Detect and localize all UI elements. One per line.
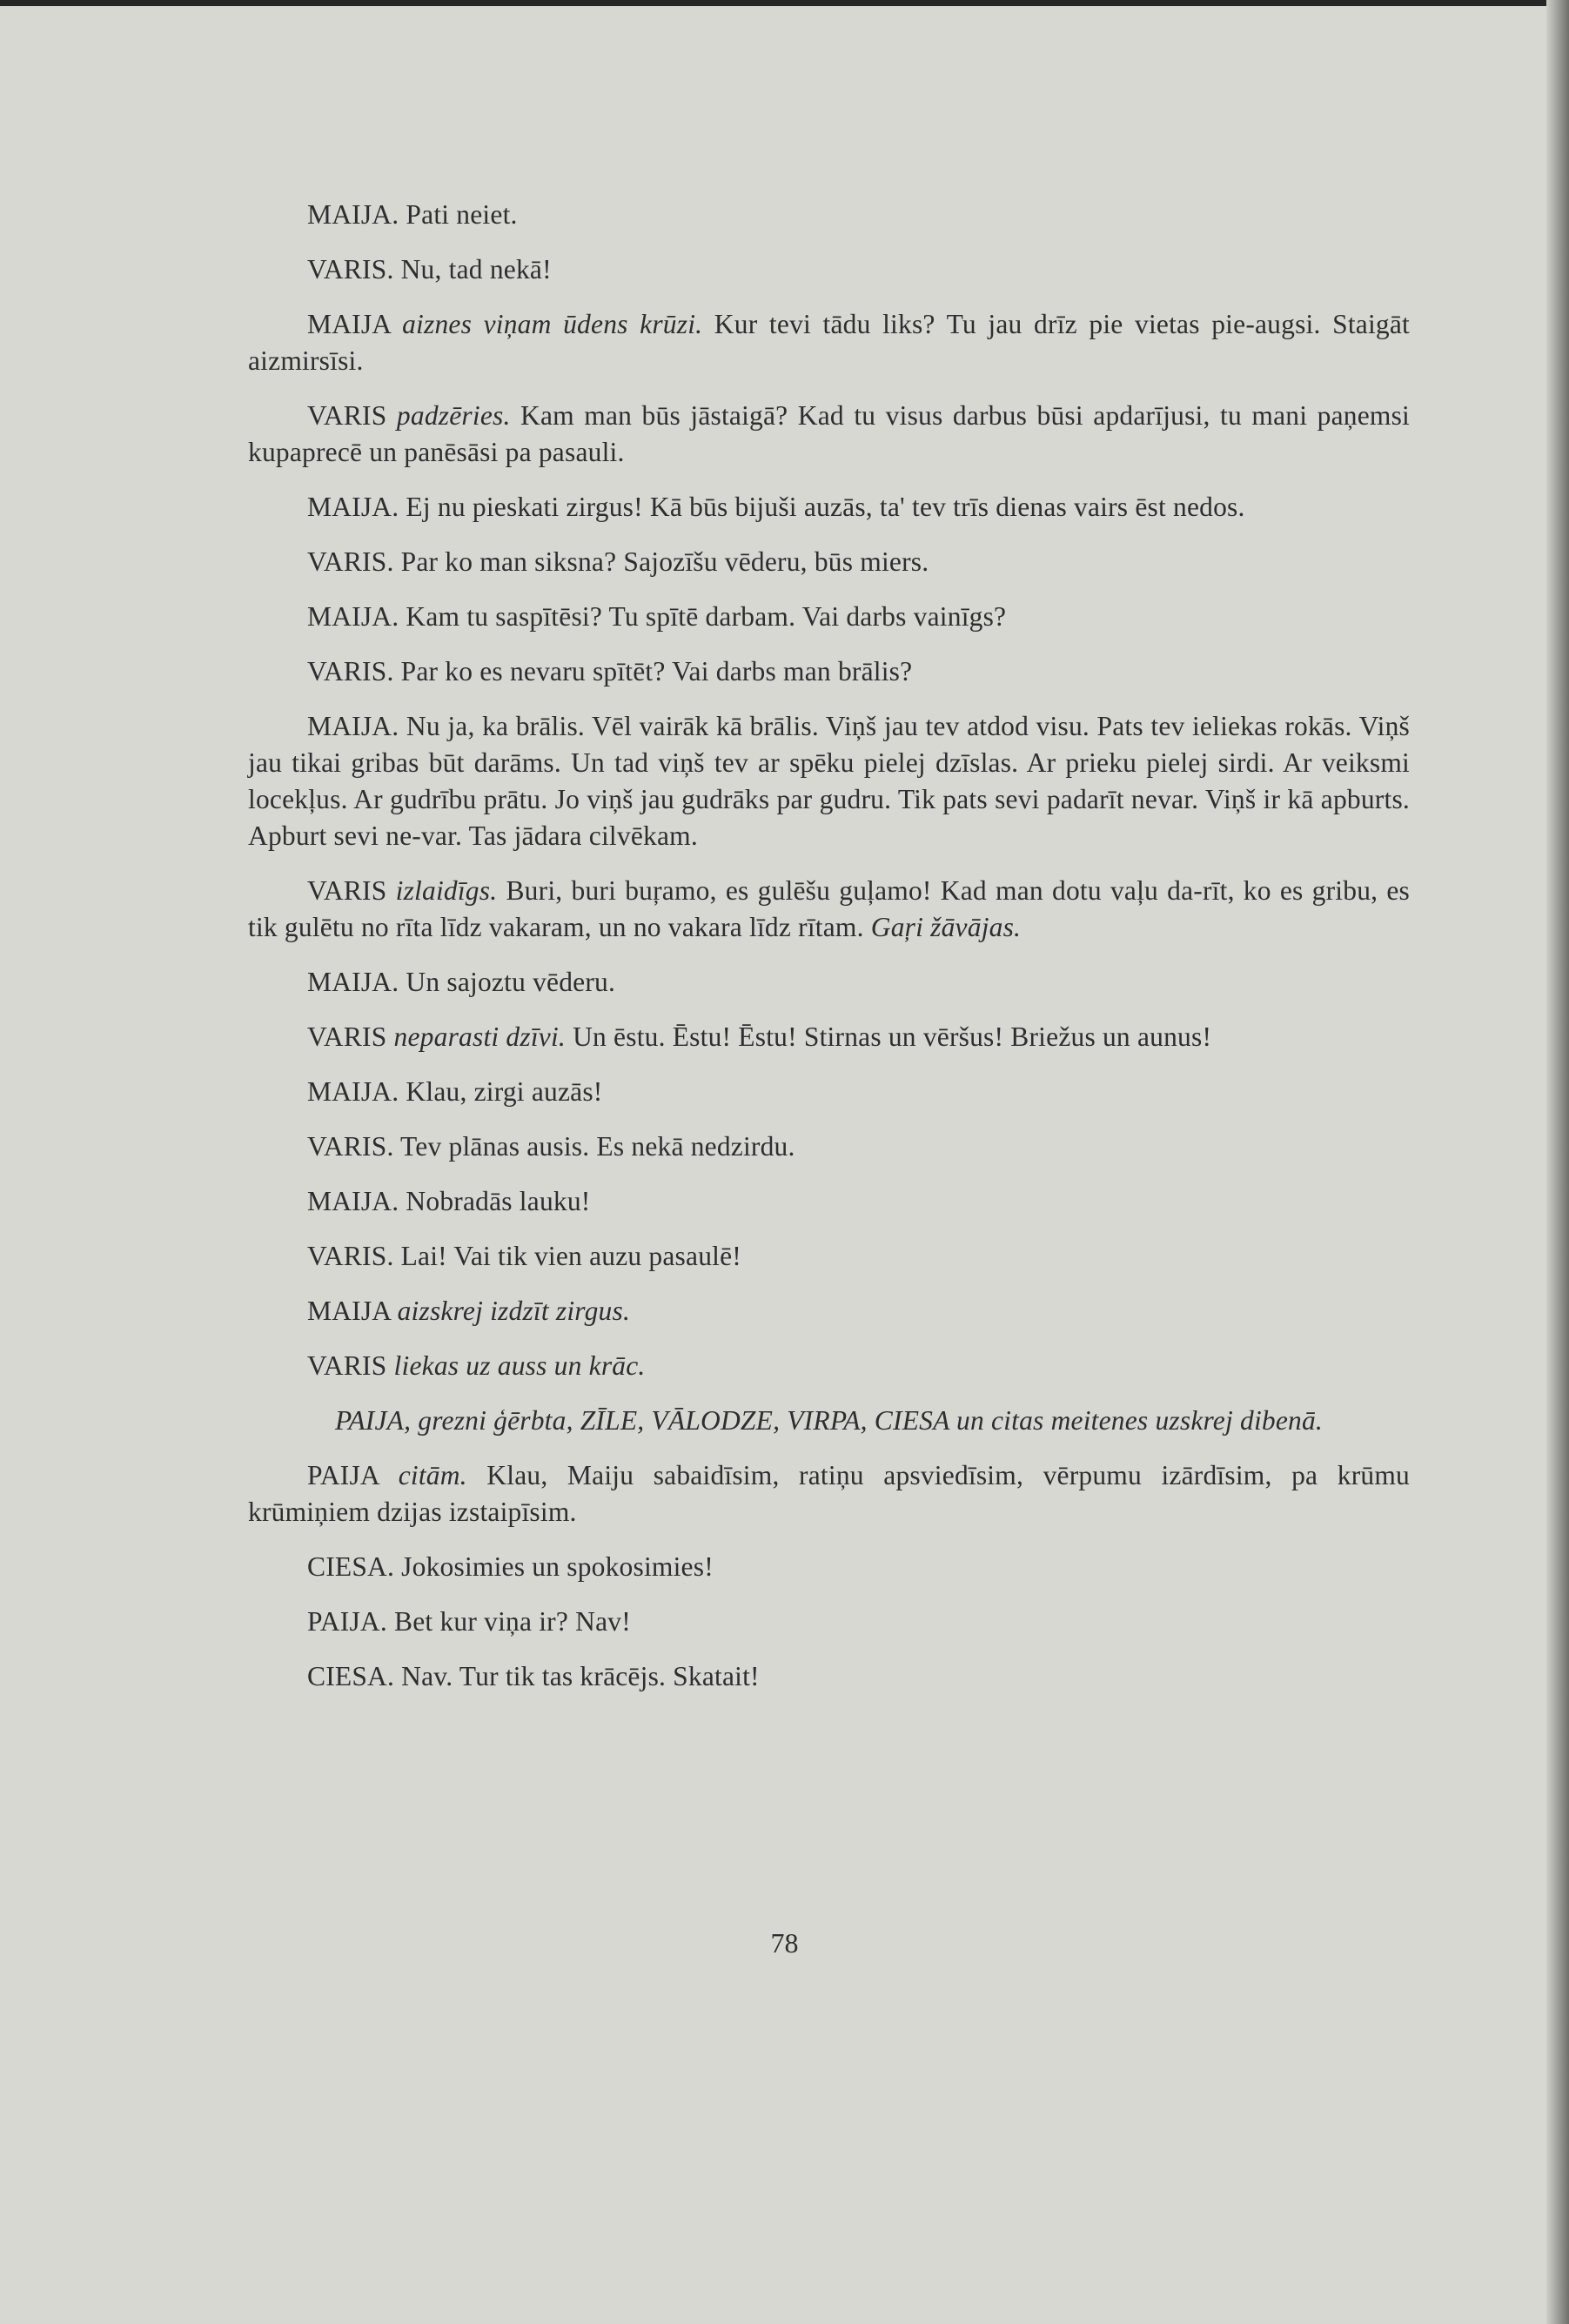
speaker: VARIS — [307, 1350, 387, 1381]
speaker: MAIJA. — [307, 1076, 399, 1107]
speaker: CIESA. — [307, 1661, 395, 1691]
line-text: Lai! Vai tik vien auzu pasaulē! — [400, 1241, 741, 1271]
speaker: PAIJA. — [307, 1606, 387, 1637]
dialogue-line — [248, 1293, 1410, 1329]
speaker: MAIJA. — [307, 711, 399, 741]
stage-direction-inline: padzēries. — [396, 400, 511, 431]
scan-page-edge — [1546, 0, 1569, 2324]
speaker: CIESA. — [307, 1551, 395, 1582]
dialogue-line — [248, 398, 1410, 471]
dialogue-line — [248, 544, 1410, 580]
speaker: VARIS. — [307, 656, 394, 686]
speaker: VARIS. — [307, 1131, 394, 1162]
speaker: MAIJA — [307, 309, 391, 339]
speaker: VARIS — [307, 400, 387, 431]
line-text: Buri, buri buŗamo, es gulēšu guļamo! Kad man dotu vaļu da-rīt, ko es gribu, es tik gulētu no rīta līdz vakaram, un no vakara līdz rītam. — [248, 875, 1411, 942]
stage-direction-inline: citām. — [398, 1460, 467, 1490]
speaker: MAIJA. — [307, 601, 399, 632]
stage-direction-inline: liekas uz auss un krāc. — [393, 1350, 646, 1381]
line-text: Pati neiet. — [406, 199, 518, 230]
dialogue-line — [248, 1457, 1410, 1530]
page-number: 78 — [770, 1927, 799, 1959]
dialogue-line — [248, 873, 1410, 946]
line-text: Par ko es nevaru spītēt? Vai darbs man brālis? — [400, 656, 913, 686]
dialogue-line — [248, 1658, 1410, 1695]
stage-direction-inline: izlaidīgs. — [395, 875, 498, 906]
dialogue-line — [248, 708, 1410, 854]
dialogue-line — [248, 599, 1410, 635]
line-text: Un ēstu. Ēstu! Ēstu! Stirnas un vēršus! Briežus un aunus! — [573, 1021, 1212, 1052]
speaker: MAIJA. — [307, 492, 399, 522]
dialogue-line — [248, 489, 1410, 526]
dialogue-line — [248, 1129, 1410, 1165]
speaker: MAIJA — [307, 1296, 391, 1326]
dialogue-line — [248, 251, 1410, 288]
speaker: VARIS. — [307, 546, 394, 577]
speaker: PAIJA — [307, 1460, 379, 1490]
line-text: Kur tevi tādu liks? Tu jau drīz pie vietas pie-augsi. Staigāt aizmirsīsi. — [248, 309, 1411, 376]
line-text: Nobradās lauku! — [406, 1186, 591, 1216]
dialogue-line — [248, 1549, 1410, 1585]
stage-direction: PAIJA, grezni ģērbta, ZĪLE, VĀLODZE, VIRPA, CIESA un citas meitenes uzskrej dibenā. — [334, 1405, 1324, 1436]
stage-direction-inline: aiznes viņam ūdens krūzi. — [402, 309, 703, 339]
dialogue-line — [248, 1238, 1410, 1275]
speaker: VARIS. — [307, 1241, 394, 1271]
line-text: Bet kur viņa ir? Nav! — [394, 1606, 631, 1637]
dialogue-line — [248, 1348, 1410, 1384]
line-text: Par ko man siksna? Sajozīšu vēderu, būs miers. — [400, 546, 929, 577]
dialogue-line — [248, 1074, 1410, 1110]
line-text: Un sajoztu vēderu. — [406, 967, 616, 997]
speaker: VARIS. — [307, 254, 394, 285]
line-text: Nav. Tur tik tas krācējs. Skatait! — [401, 1661, 760, 1691]
speaker: VARIS — [307, 1021, 387, 1052]
dialogue-line — [248, 964, 1410, 1001]
speaker: MAIJA. — [307, 967, 399, 997]
line-text: Klau, zirgi auzās! — [406, 1076, 603, 1107]
speaker: MAIJA. — [307, 199, 399, 230]
line-text: Ej nu pieskati zirgus! Kā būs bijuši auzās, ta' tev trīs dienas vairs ēst nedos. — [406, 492, 1245, 522]
stage-direction-inline: aizskrej izdzīt zirgus. — [397, 1296, 631, 1326]
dialogue-line — [248, 1019, 1410, 1055]
speaker: VARIS — [307, 875, 387, 906]
dialogue-line — [248, 653, 1410, 690]
play-text — [248, 197, 1410, 1713]
stage-direction-inline: Gaŗi žāvājas. — [870, 912, 1022, 942]
dialogue-line — [248, 197, 1410, 233]
line-text: Kam man būs jāstaigā? Kad tu visus darbus būsi apdarījusi, tu mani paņemsi kupaprecē un panēsāsi pa pasauli. — [248, 400, 1410, 467]
line-text: Kam tu saspītēsi? Tu spītē darbam. Vai darbs vainīgs? — [406, 601, 1007, 632]
scan-top-edge — [0, 0, 1558, 6]
line-text: Nu, tad nekā! — [400, 254, 552, 285]
speaker: MAIJA. — [307, 1186, 399, 1216]
line-text: Klau, Maiju sabaidīsim, ratiņu apsviedīsim, vērpumu izārdīsim, pa krūmu krūmiņiem dzijas izstaipīsim. — [248, 1460, 1411, 1527]
dialogue-line — [248, 1604, 1410, 1640]
line-text: Nu ja, ka brālis. Vēl vairāk kā brālis. Viņš jau tev atdod visu. Pats tev ieliekas rokās. Viņš jau tikai gribas būt darāms. Un tad viņš tev ar spēku pielej dzīslas. Ar prieku pielej sirdi. Ar veiksmi locekļus. Ar gudrību prātu. Jo viņš jau gudrāks par gudru. Tik pats sevi padarīt nevar. Viņš ir kā apburts. Apburt sevi ne-var. Tas jādara cilvēkam. — [248, 711, 1411, 851]
line-text: Tev plānas ausis. Es nekā nedzirdu. — [400, 1131, 795, 1162]
dialogue-line — [248, 306, 1410, 379]
dialogue-line — [248, 1183, 1410, 1220]
line-text: Jokosimies un spokosimies! — [401, 1551, 714, 1582]
stage-direction-inline: neparasti dzīvi. — [393, 1021, 566, 1052]
